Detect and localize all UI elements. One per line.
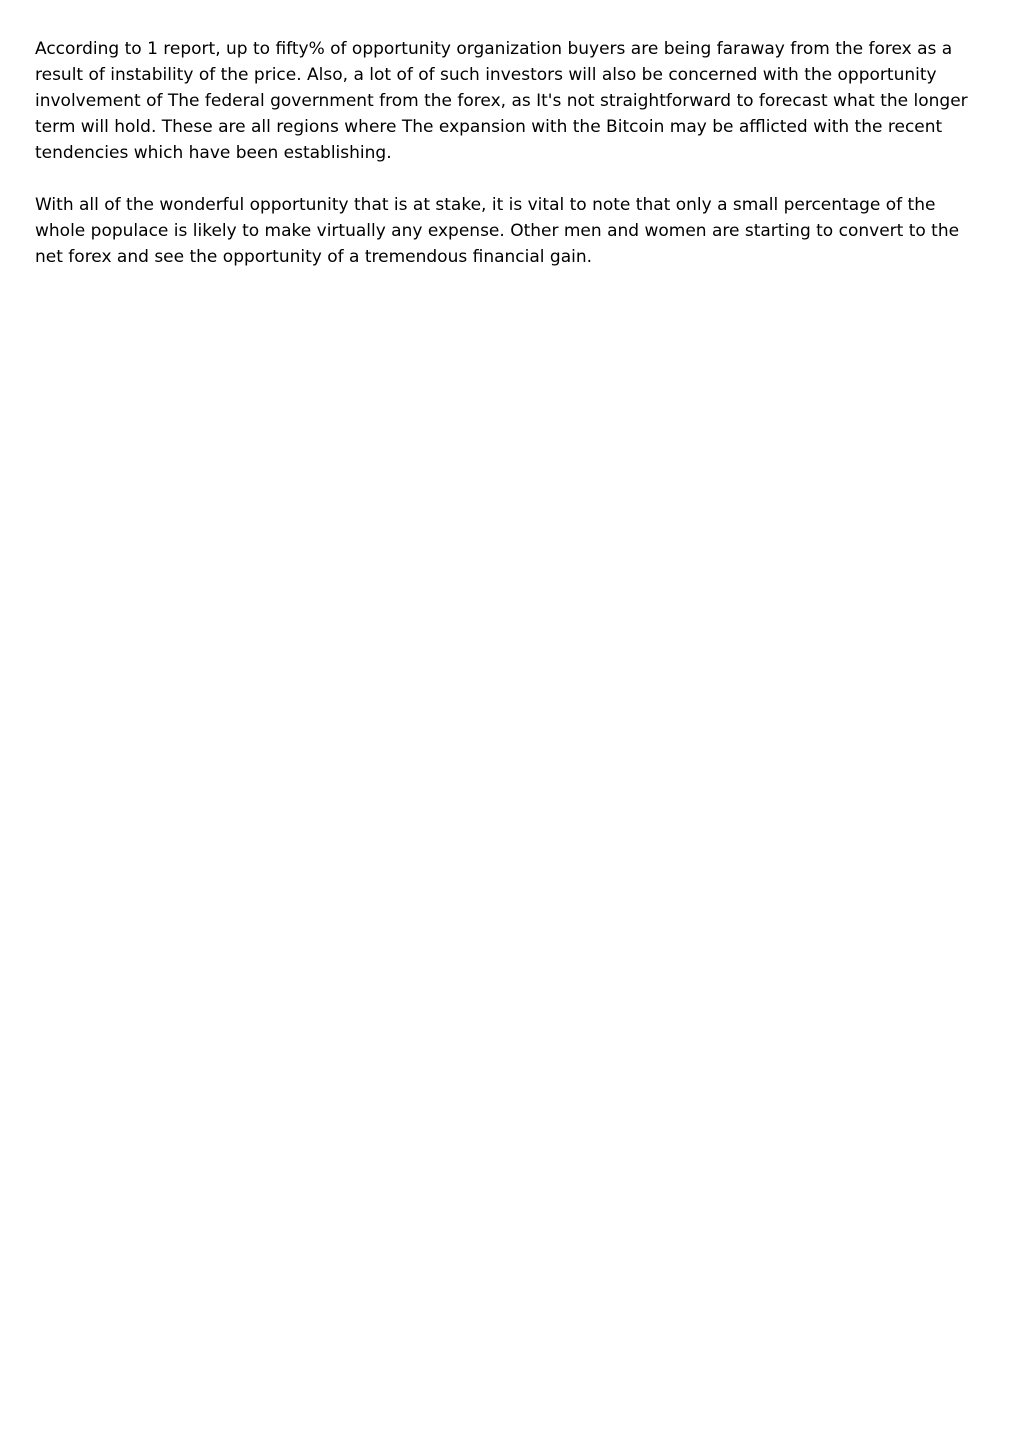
paragraph-2: With all of the wonderful opportunity that is at stake, it is vital to note that only a small percentage of the whole populace is likely to make virtually any expense. Other men and women are starting to convert to the net forex and see the opportunity of a tremendous financial gain.: [35, 195, 960, 267]
document-body: [35, 36, 990, 296]
paragraph-1: According to 1 report, up to fifty% of opportunity organization buyers are being faraway from the forex as a result of instability of the price. Also, a lot of of such investors will also be concerned with the opportunity involvement of The federal government from the forex, as It's not straightforward to forecast what the longer term will hold. These are all regions where The expansion with the Bitcoin may be afflicted with the recent tendencies which have been establishing.: [35, 39, 968, 163]
